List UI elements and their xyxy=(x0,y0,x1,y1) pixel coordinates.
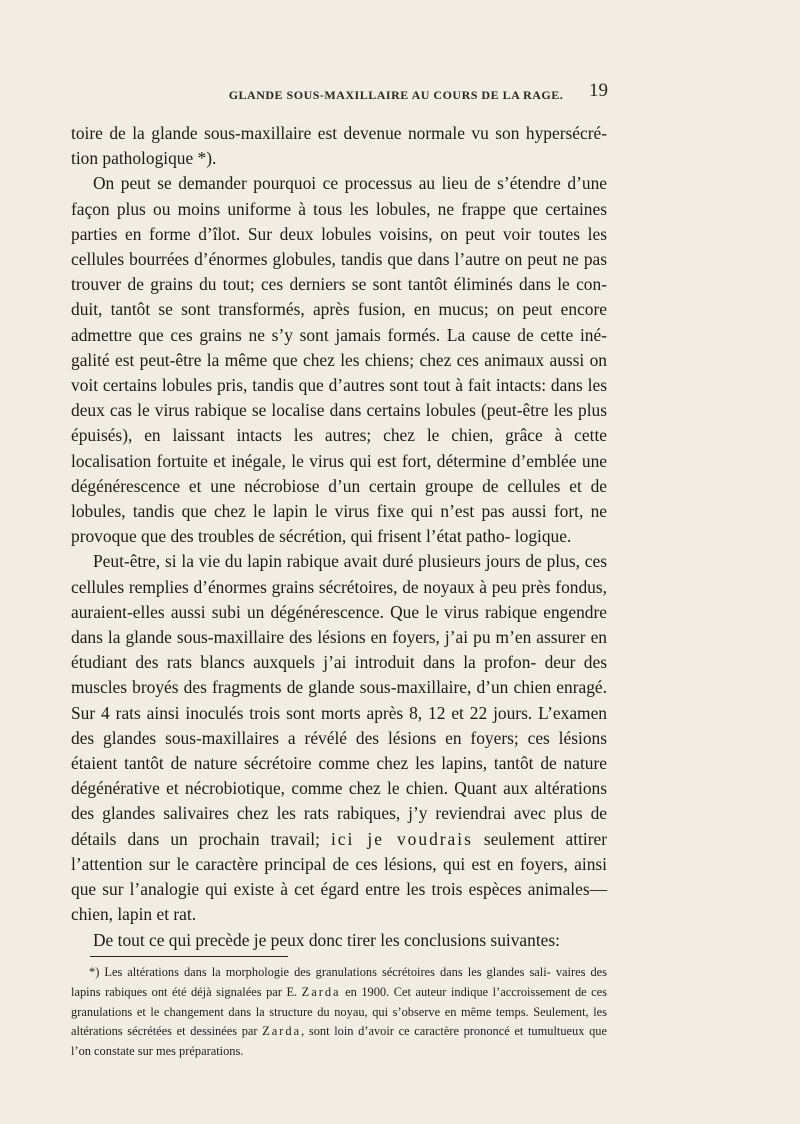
paragraph-3 xyxy=(71,549,607,927)
running-title: GLANDE SOUS-MAXILLAIRE AU COURS DE LA RAGE. xyxy=(228,88,564,102)
footnote-text-c: , sont loin d’avoir ce caractère prononcé et tumultueux que l’on constate sur mes préparations. xyxy=(71,1024,607,1059)
footnote-author-2: Zarda xyxy=(262,1024,302,1039)
footnote-divider xyxy=(90,956,288,957)
footnote-text-b: en 1900. Cet auteur indique l’accroissement de ces granulations et le changement dans la structure du noyau, qui s’observe en même temps. Seulement, les altérations sécrétées et dessinées par xyxy=(71,984,608,1039)
page-number: 19 xyxy=(589,80,608,101)
paragraph-2: On peut se demander pourquoi ce processus au lieu de s’étendre d’une façon plus ou moins uniforme à tous les lobules, ne frappe que certaines parties en forme d’îlot. Sur deux lobules voisins, on peut voir toutes les cellules bourrées d’énormes globules, tandis que dans l’autre on peut ne pas trouver de grains du tout; ces derniers se sont tantôt éliminés dans le con- duit, tantôt se sont transformés, après fusion, en mucus; on peut encore admettre que ces grains ne s’y sont jamais formés. La cause de cette iné- galité est peut-être la même que chez les chiens; chez ces animaux aussi on voit certains lobules pris, tandis que d’autres sont tout à fait intacts: dans les deux cas le virus rabique se localise dans certains lobules (peut-être les plus épuisés), en laissant intacts les autres; chez le chien, grâce à cette localisation fortuite et inégale, le virus qui est fort, détermine d’emblée une dégénérescence et une nécrobiose d’un certain groupe de cellules et de lobules, tandis que chez le lapin le virus fixe qui n’est pas aussi fort, ne provoque que des troubles de sécrétion, qui frisent l’état patho- logique. xyxy=(71,173,607,547)
footnote-text-a: *) Les altérations dans la morphologie des granulations sécrétoires dans les glandes sali- vaires des lapins rabiques ont été déjà signalées par E. xyxy=(71,965,607,999)
footnote-text xyxy=(71,963,607,1062)
main-text xyxy=(71,121,607,953)
paragraph-3-text-b: seulement attirer l’attention sur le caractère principal de ces lésions, qui est en foyers, ainsi que sur l’analogie qui existe à cet égard entre les trois espèces animales— chien, lapin et rat. xyxy=(71,828,607,925)
paragraph-3-spaced-phrase: ici je voudrais xyxy=(330,828,473,849)
footnote xyxy=(71,963,607,1062)
paragraph-4: De tout ce qui precède je peux donc tirer les conclusions suivantes: xyxy=(93,929,560,950)
paragraph-1: toire de la glande sous-maxillaire est devenue normale vu son hypersécré- tion pathologique *). xyxy=(71,123,607,169)
footnote-author-1: Zarda xyxy=(301,984,341,999)
paragraph-3-text-a: Peut-être, si la vie du lapin rabique avait duré plusieurs jours de plus, ces cellules remplies d’énormes grains sécrétoires, de noyaux à peu près fondus, auraient-elles aussi subi un dégénérescence. Que le virus rabique engendre dans la glande sous-maxillaire des lésions en foyers, j’ai pu m’en assurer en étudiant des rats blancs auxquels j’ai introduit dans la profon- deur des muscles broyés des fragments de glande sous-maxillaire, d’un chien enragé. Sur 4 rats ainsi inoculés trois sont morts après 8, 12 et 22 jours. L’examen des glandes sous-maxillaires a révélé des lésions en foyers; ces lésions étaient tantôt de nature sécrétoire comme chez les lapins, tantôt de nature dégénérative et nécrobiotique, comme chez le chien. Quant aux altérations des glandes salivaires chez les rats rabiques, j’y reviendrai avec plus de détails dans un prochain travail; xyxy=(71,551,607,849)
